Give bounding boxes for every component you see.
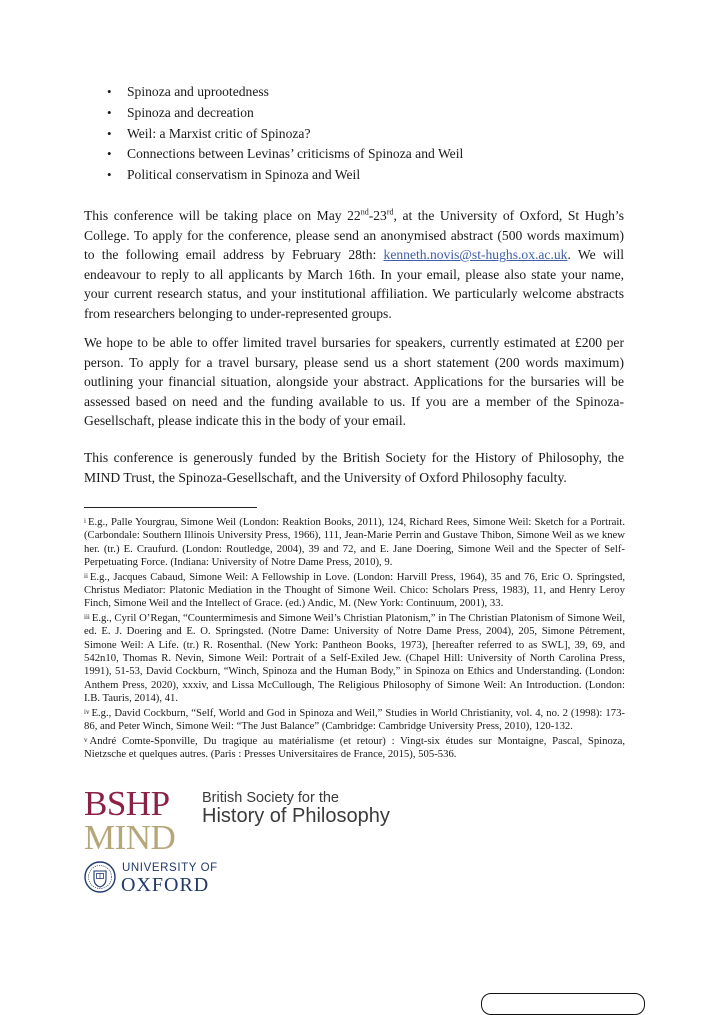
oxford-label-large: OXFORD [121,874,210,896]
footnote: v André Comte-Sponville, Du tragique au matérialisme (et retour) : Vingt-six études sur Montaigne, Pascal, Spinoza, Nietzsche et quelques autres. (Paris : Presses Universitaires de France, 2015), 505-536. [84,734,625,760]
footnote: iii E.g., Cyril O’Regan, “Countermimesis and Simone Weil’s Christian Platonism,” in The Christian Platonism of Simone Weil, ed. E. J. Doering and E. O. Springsted. (Notre Dame: University of Notre Dame Press, 2004), 205, Simone Pétrement, Simone Weil: A Life. (tr.) R. Rosenthal. (New York: Pantheon Books, 1973), [hereafter referred to as SWL], 39, 69, and 542n10, Thomas R. Nevin, Simone Weil: Portrait of a Self-Exiled Jew. (Chapel Hill: University of North Carolina Press, 1991), 51-53, David Cockburn, “Winch, Spinoza and the Human Body,” in Spinoza on Ethics and Understanding. (London: Anthem Press, 2020), xxxiv, and Lissa McCullough, The Religious Philosophy of Simone Weil: An Introduction. (London: I.B. Tauris, 2014), 41. [84,611,625,705]
funding-paragraph: This conference is generously funded by the British Society for the History of Philosophy, the MIND Trust, the Spinoza-Gesellschaft, and the University of Oxford Philosophy faculty. [84,450,624,485]
footnote: iv E.g., David Cockburn, “Self, World and God in Spinoza and Weil,” Studies in World Christianity, vol. 4, no. 2 (1998): 173-86, and Peter Winch, Simone Weil: “The Just Balance” (Cambridge: Cambridge University Press, 2010), 120-132. [84,706,625,733]
list-item: • Connections between Levinas’ criticisms of Spinoza and Weil [84,144,644,165]
conference-details-paragraph: This conference will be taking place on May 22nd-23rd, at the University of Oxford, St Hugh’s College. To apply for the conference, please send an anonymised abstract (500 words maximum) to the following email address by February 28th: kenneth.novis@st-hughs.ox.ac.uk. We will endeavour to reply to all applicants by March 16th. In your email, please also state your name, your current research status, and your institutional affiliation. We particularly welcome abstracts from researchers belonging to under-represented groups. [84,207,625,321]
bursary-paragraph: We hope to be able to offer limited travel bursaries for speakers, currently estimated at £200 per person. To apply for a travel bursary, please send us a short statement (200 words maximum) outlining your financial situation, alongside your abstract. Applications for the bursaries will be assessed based on need and the funding available to us. If you are a member of the Spinoza-Gesellschaft, please indicate this in the body of your email. [84,335,624,429]
oxford-label-small: UNIVERSITY OF [122,862,218,874]
footnote: i E.g., Palle Yourgrau, Simone Weil (London: Reaktion Books, 2011), 124, Richard Rees, Simone Weil: Sketch for a Portrait. (Carbondale: Southern Illinois University Press, 1966), 111, Jean-Marie Perrin and Gustave Thibon, Simone Weil as we knew her. (tr.) E. Craufurd. (London: Routledge, 2004), 39 and 72, and E. Jane Doering, Simone Weil and the Specter of Self-Perpetuating Force. (Indiana: University of Notre Dame Press, 2010), 9. [84,516,625,569]
footnote: ii E.g., Jacques Cabaud, Simone Weil: A Fellowship in Love. (London: Harvill Press, 1964), 35 and 76, Eric O. Springsted, Christus Mediator: Platonic Mediation in the Thought of Simone Weil. Chico: Scholars Press, 1983), 11, and Henry Leroy Finch, Simone Weil and the Intellect of Grace. (ed.) Andic, M. (New York: Continuum, 2001), 33. [84,570,625,610]
email-link[interactable]: kenneth.novis@st-hughs.ox.ac.uk [383,247,568,263]
sponsor-logos [84,786,404,901]
oxford-crest-icon [84,860,116,894]
list-item: • Weil: a Marxist critic of Spinoza? [84,124,644,145]
oxford-logo [84,858,264,898]
corner-overlay-shape [481,993,645,1015]
list-item: • Political conservatism in Spinoza and Weil [84,165,644,186]
mind-logo: MIND [84,818,176,857]
bshp-logo: BSHP [84,784,170,823]
bshp-full-name: British Society for the History of Philosophy [202,790,390,827]
footnote-divider [84,507,257,508]
list-item: • Spinoza and uprootedness [84,82,644,103]
footnotes [84,515,625,761]
topic-list [84,82,644,186]
list-item: • Spinoza and decreation [84,103,644,124]
